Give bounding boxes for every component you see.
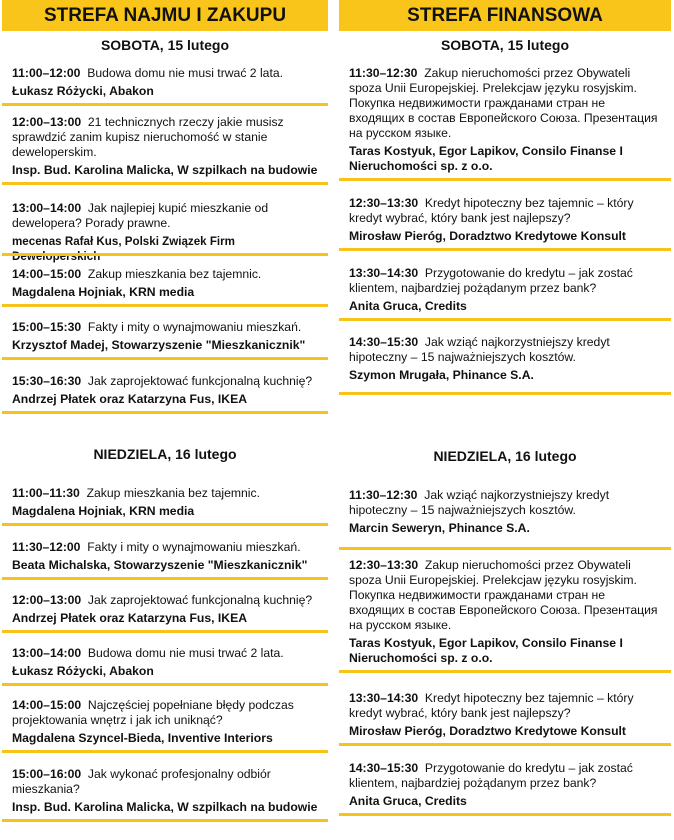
divider <box>339 178 671 181</box>
day-title: SOBOTA, 15 lutego <box>440 37 570 53</box>
zone-column-finance <box>339 0 671 808</box>
session-speaker: Beata Michalska, Stowarzyszenie "Mieszkanicznik" <box>12 558 308 572</box>
session-description: Zakup mieszkania bez tajemnic. <box>87 267 262 281</box>
session-speaker: Krzysztof Madej, Stowarzyszenie "Mieszkanicznik" <box>12 338 306 352</box>
session-description: Fakty i mity o wynajmowaniu mieszkań. <box>87 540 301 554</box>
session-speaker: Szymon Mrugała, Phinance S.A. <box>349 368 534 382</box>
zone-title: STREFA FINANSOWA <box>339 0 671 31</box>
session-time: 13:00–14:00 <box>12 201 82 215</box>
session-time: 12:00–13:00 <box>12 115 82 129</box>
session-speaker: Magdalena Szyncel-Bieda, Inventive Interiors <box>12 731 273 745</box>
divider <box>2 103 328 106</box>
session-item <box>349 558 663 673</box>
day-title: NIEDZIELA, 16 lutego <box>433 448 577 464</box>
session-description: Kredyt hipoteczny bez tajemnic – który kredyt wybrać, który bank jest najlepszy? <box>349 691 634 720</box>
session-time: 11:30–12:30 <box>349 488 418 502</box>
session-speaker: Taras Kostyuk, Egor Lapikov, Consilo Finanse I Nieruchomości sp. z o.o. <box>349 636 623 665</box>
session-time: 14:00–15:00 <box>12 267 82 281</box>
session-description: Przygotowanie do kredytu – jak zostać klientem, najbardziej pożądanym przez bank? <box>349 761 633 790</box>
divider <box>2 630 328 633</box>
day-block-saturday <box>339 31 671 61</box>
session-description: 21 technicznych rzeczy jakie musisz sprawdzić zanim kupisz nieruchomość w stanie deweloperskim. <box>12 115 284 159</box>
divider <box>339 743 671 746</box>
divider <box>339 813 671 816</box>
zone-title: STREFA NAJMU I ZAKUPU <box>2 0 328 31</box>
day-block-sunday <box>339 442 671 472</box>
session-description: Fakty i mity o wynajmowaniu mieszkań. <box>87 320 302 334</box>
session-time: 11:30–12:00 <box>12 540 81 554</box>
session-time: 11:00–12:00 <box>12 66 81 80</box>
session-item <box>349 266 663 321</box>
session-item <box>12 593 320 633</box>
session-description: Przygotowanie do kredytu – jak zostać klientem, najbardziej pożądanym przez bank? <box>349 266 633 295</box>
session-item <box>12 540 320 580</box>
session-speaker: Magdalena Hojniak, KRN media <box>12 285 195 299</box>
session-item <box>12 201 320 263</box>
divider <box>2 819 328 822</box>
session-speaker: Mirosław Pieróg, Doradztwo Kredytowe Konsult <box>349 229 626 243</box>
session-description: Jak wziąć najkorzystniejszy kredyt hipoteczny – 15 najważniejszych kosztów. <box>349 488 610 517</box>
divider <box>2 357 328 360</box>
session-item <box>12 698 320 753</box>
zone-column-rent-and-purchase <box>2 0 328 814</box>
session-time: 13:30–14:30 <box>349 691 419 705</box>
divider <box>339 318 671 321</box>
session-item <box>12 486 320 526</box>
session-item <box>349 691 663 746</box>
session-description: Zakup nieruchomości przez Obywateli spoza Unii Europejskiej. Prelekcjaw języku rosyjskim. Покупка недвижимости гражданами стран не входящих в состав Европейского Союза. Презентация на русском языке. <box>349 558 658 632</box>
session-description: Jak wziąć najkorzystniejszy kredyt hipoteczny – 15 najważniejszych kosztów. <box>349 335 610 364</box>
session-item <box>12 646 320 686</box>
session-description: Najczęściej popełniane błędy podczas projektowania wnętrz i jak ich uniknąć? <box>12 698 294 727</box>
session-item <box>12 374 320 414</box>
divider <box>2 411 328 414</box>
session-time: 13:00–14:00 <box>12 646 82 660</box>
session-speaker: Mirosław Pieróg, Doradztwo Kredytowe Konsult <box>349 724 626 738</box>
divider <box>339 670 671 673</box>
divider <box>2 182 328 185</box>
session-time: 11:30–12:30 <box>349 66 418 80</box>
session-speaker: Anita Gruca, Credits <box>349 299 467 313</box>
session-description: Jak zaprojektować funkcjonalną kuchnię? <box>87 593 313 607</box>
session-speaker: Anita Gruca, Credits <box>349 794 467 808</box>
session-speaker: Łukasz Różycki, Abakon <box>12 664 154 678</box>
session-time: 14:30–15:30 <box>349 335 419 349</box>
day-title: SOBOTA, 15 lutego <box>100 37 230 53</box>
session-time: 12:00–13:00 <box>12 593 82 607</box>
session-description: Jak najlepiej kupić mieszkanie od dewelopera? Porady prawne. <box>12 201 269 230</box>
divider <box>2 523 328 526</box>
session-item <box>12 66 320 106</box>
session-time: 13:30–14:30 <box>349 266 419 280</box>
session-speaker: Andrzej Płatek oraz Katarzyna Fus, IKEA <box>12 392 248 406</box>
session-description: Jak wykonać profesjonalny odbiór mieszkania? <box>12 767 271 796</box>
divider <box>2 577 328 580</box>
session-speaker: Magdalena Hojniak, KRN media <box>12 504 195 518</box>
session-time: 15:00–16:00 <box>12 767 82 781</box>
session-description: Kredyt hipoteczny bez tajemnic – który kredyt wybrać, który bank jest najlepszy? <box>349 196 634 225</box>
divider <box>339 547 671 550</box>
divider <box>2 253 328 256</box>
day-block-saturday <box>2 31 328 61</box>
session-speaker: Łukasz Różycki, Abakon <box>12 84 154 98</box>
session-time: 14:00–15:00 <box>12 698 82 712</box>
session-time: 12:30–13:30 <box>349 196 419 210</box>
session-speaker: Andrzej Płatek oraz Katarzyna Fus, IKEA <box>12 611 248 625</box>
session-item <box>349 66 663 181</box>
session-time: 12:30–13:30 <box>349 558 419 572</box>
session-speaker: Marcin Seweryn, Phinance S.A. <box>349 521 530 535</box>
session-time: 15:30–16:30 <box>12 374 82 388</box>
divider <box>2 750 328 753</box>
session-item <box>12 115 320 185</box>
session-speaker: Insp. Bud. Karolina Malicka, W szpilkach na budowie <box>12 800 318 814</box>
session-speaker: Taras Kostyuk, Egor Lapikov, Consilo Finanse I Nieruchomości sp. z o.o. <box>349 144 623 173</box>
day-title: NIEDZIELA, 16 lutego <box>93 446 237 462</box>
session-item <box>12 320 320 360</box>
session-item <box>12 767 320 822</box>
session-time: 15:00–15:30 <box>12 320 82 334</box>
session-description: Zakup nieruchomości przez Obywateli spoza Unii Europejskiej. Prelekcjaw języku rosyjskim. Покупка недвижимости гражданами стран не входящих в состав Европейского Союза. Презентация на русском языке. <box>349 66 658 140</box>
session-time: 11:00–11:30 <box>12 486 80 500</box>
session-description: Zakup mieszkania bez tajemnic. <box>86 486 260 500</box>
session-item <box>349 196 663 251</box>
session-description: Budowa domu nie musi trwać 2 lata. <box>87 66 284 80</box>
session-item <box>349 488 663 550</box>
divider <box>339 392 671 395</box>
session-description: Budowa domu nie musi trwać 2 lata. <box>87 646 284 660</box>
session-time: 14:30–15:30 <box>349 761 419 775</box>
session-description: Jak zaprojektować funkcjonalną kuchnię? <box>87 374 313 388</box>
session-item <box>349 335 663 395</box>
session-item <box>349 761 663 816</box>
session-item <box>12 267 320 307</box>
divider <box>339 248 671 251</box>
day-block-sunday <box>2 440 328 470</box>
session-speaker: Insp. Bud. Karolina Malicka, W szpilkach na budowie <box>12 163 318 177</box>
divider <box>2 683 328 686</box>
session-speaker: mecenas Rafał Kus, Polski Związek Firm Deweloperskich <box>12 235 235 263</box>
divider <box>2 304 328 307</box>
